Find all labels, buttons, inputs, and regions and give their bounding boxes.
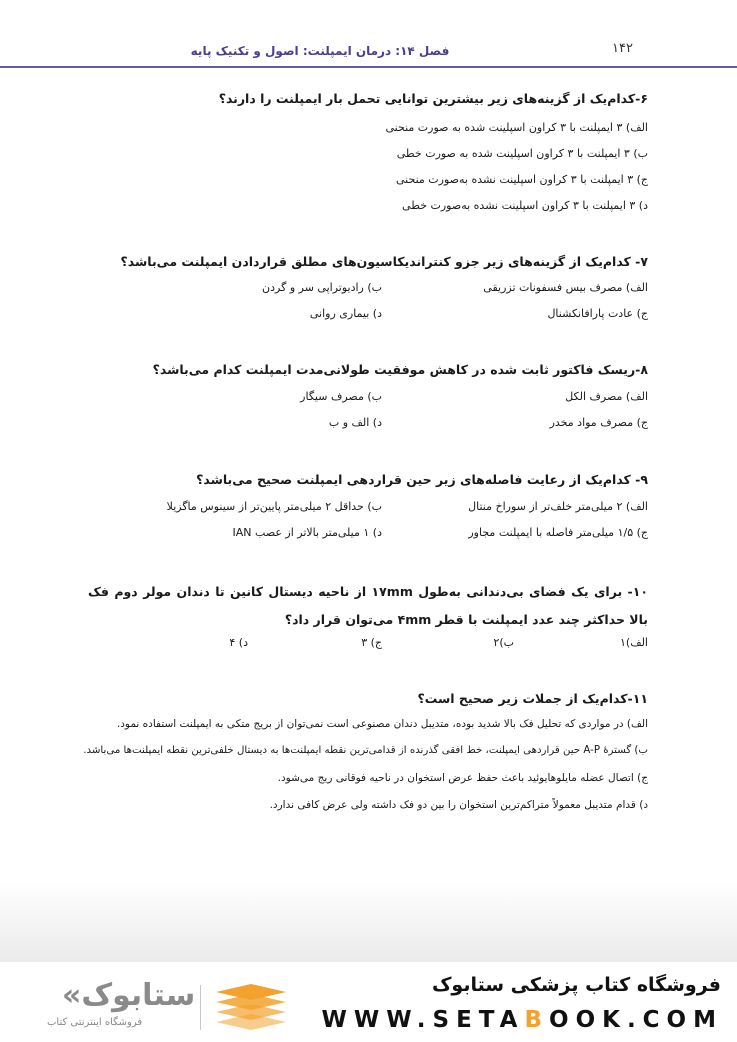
question-10-option-d: د) ۴ — [229, 636, 248, 649]
question-7-option-a: الف) مصرف بیس فسفونات تزریقی — [483, 281, 648, 294]
question-10-option-c: ج) ۳ — [361, 636, 382, 649]
question-9-option-a: الف) ۲ میلی‌متر خلف‌تر از سوراخ منتال — [468, 500, 648, 513]
store-name: فروشگاه کتاب پزشکی ستابوک — [431, 974, 721, 996]
page-number: ۱۴۲ — [612, 41, 633, 56]
website-url[interactable] — [322, 1007, 723, 1033]
chapter-title: فصل ۱۴: درمان ایمپلنت: اصول و تکنیک پایه — [190, 44, 450, 58]
book-stack-icon — [212, 982, 290, 1032]
question-8-option-a: الف) مصرف الکل — [565, 390, 648, 403]
question-8-option-c: ج) مصرف مواد مخدر — [549, 416, 648, 429]
question-7-option-c: ج) عادت پارافانکشنال — [547, 307, 648, 320]
question-7-option-d: د) بیماری روانی — [309, 307, 382, 320]
question-9-option-c: ج) ۱/۵ میلی‌متر فاصله با ایمپلنت مجاور — [468, 526, 648, 539]
question-9-option-b: ب) حداقل ۲ میلی‌متر پایین‌تر از سینوس ماگزیلا — [166, 500, 382, 513]
question-6-option-b: ب) ۳ ایمپلنت با ۳ کراون اسپلینت شده به صورت خطی — [396, 147, 648, 160]
question-10-option-a: الف)۱ — [619, 636, 648, 649]
website-prefix: WWW.SETA — [321, 1007, 525, 1033]
website-accent-letter: B — [524, 1007, 550, 1033]
question-11-option-a: الف) در مواردی که تحلیل فک بالا شدید بوده، متدیبل دندان مصنوعی است نمی‌توان از بریج متکی به ایمپلنت استفاده نمود. — [116, 718, 648, 730]
question-6-option-a: الف) ۳ ایمپلنت با ۳ کراون اسپلینت شده به صورت منحنی — [385, 121, 648, 134]
question-6-option-d: د) ۳ ایمپلنت با ۳ کراون اسپلینت نشده به‌صورت خطی — [402, 199, 648, 212]
question-9-title: ۹- کدام‌یک از رعایت فاصله‌های زیر حین قراردهی ایمپلنت صحیح می‌باشد؟ — [196, 472, 648, 487]
question-10-title: ۱۰- برای یک فضای بی‌دندانی به‌طول ۱۷mm از ناحیه دیستال کانین تا دندان مولر دوم فک بالا حداکثر چند عدد ایمپلنت با قطر ۴mm می‌توان قرار داد؟ — [88, 584, 648, 627]
question-8-title: ۸-ریسک فاکتور ثابت شده در کاهش موفقیت طولانی‌مدت ایمپلنت کدام می‌باشد؟ — [152, 362, 648, 377]
question-8-option-b: ب) مصرف سیگار — [300, 390, 382, 403]
question-7-title: ۷- کدام‌یک از گزینه‌های زیر جزو کنتراندیکاسیون‌های مطلق قراردادن ایمپلنت می‌باشد؟ — [120, 254, 648, 269]
question-11-option-d: د) قدام متدیبل معمولاً متراکم‌ترین استخوان را بین دو فک داشته ولی عرض کافی ندارد. — [269, 799, 648, 811]
question-7-option-b: ب) رادیوتراپی سر و گردن — [262, 281, 382, 294]
header-divider — [0, 66, 737, 68]
question-11-option-c: ج) اتصال عضله مایلوهایوئید باعث حفظ عرض استخوان در ناحیه فوقانی ریج می‌شود. — [277, 772, 648, 784]
logo-subtitle: فروشگاه اینترنتی کتاب — [47, 1017, 143, 1028]
question-11-option-b: ب) گسترهٔ A-P حین قراردهی ایمپلنت، خط افقی گذرنده از قدامی‌ترین نقطه ایمپلنت‌ها به دیستال خلفی‌ترین نقطه ایمپلنت‌ها می‌باشد. — [83, 745, 648, 756]
question-10-option-b: ب)۲ — [493, 636, 514, 649]
logo-separator — [200, 985, 201, 1030]
question-6-option-c: ج) ۳ ایمپلنت با ۳ کراون اسپلینت نشده به‌صورت منحنی — [396, 173, 648, 186]
footer-shadow — [0, 880, 737, 962]
question-11-title: ۱۱-کدام‌یک از جملات زیر صحیح است؟ — [417, 691, 648, 706]
setabook-logo: «ستابوک — [62, 978, 196, 1013]
question-6-title: ۶-کدام‌یک از گزینه‌های زیر بیشترین توانایی تحمل بار ایمپلنت را دارند؟ — [218, 91, 648, 106]
question-8-option-d: د) الف و ب — [328, 416, 382, 429]
website-suffix: OOK.COM — [549, 1007, 723, 1033]
question-9-option-d: د) ۱ میلی‌متر بالاتر از عصب IAN — [232, 526, 382, 539]
